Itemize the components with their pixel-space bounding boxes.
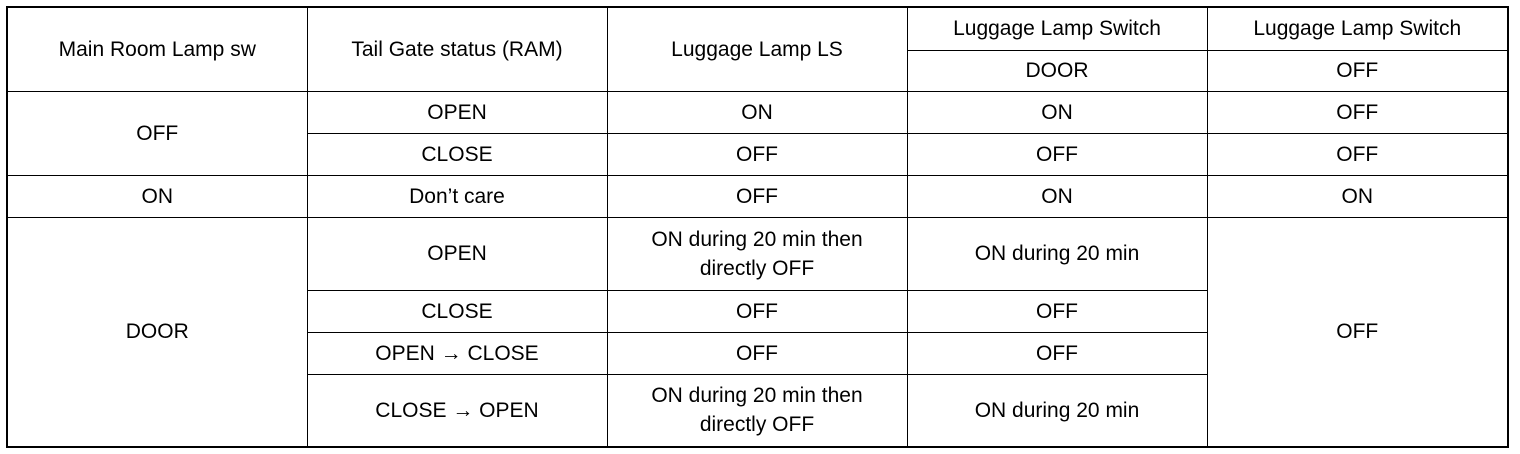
table-row: [7, 91, 1508, 133]
luggage-ls-cell: ON: [607, 91, 907, 133]
luggage-ls-line-2: directly OFF: [699, 256, 815, 280]
switch-off-door-group-cell: OFF: [1207, 217, 1508, 447]
switch-door-cell: ON during 20 min: [907, 217, 1207, 290]
tail-gate-cell: CLOSE → OPEN: [307, 374, 607, 447]
switch-door-cell: ON: [907, 175, 1207, 217]
switch-door-cell: OFF: [907, 290, 1207, 332]
luggage-ls-line-2: directly OFF: [699, 413, 815, 437]
table-row: [7, 175, 1508, 217]
tail-gate-cell: Don’t care: [307, 175, 607, 217]
header-main-room-lamp-sw: Main Room Lamp sw: [7, 7, 307, 91]
header-row-1: [7, 7, 1508, 50]
switch-door-cell: OFF: [907, 332, 1207, 374]
luggage-ls-cell: OFF: [607, 332, 907, 374]
tail-gate-cell: CLOSE: [307, 133, 607, 175]
tail-gate-cell: OPEN → CLOSE: [307, 332, 607, 374]
luggage-ls-cell: OFF: [607, 175, 907, 217]
main-room-lamp-door-cell: DOOR: [7, 217, 307, 447]
tail-gate-cell: CLOSE: [307, 290, 607, 332]
tail-gate-cell: OPEN: [307, 217, 607, 290]
luggage-ls-line-1: ON during 20 min then: [651, 384, 863, 408]
main-room-lamp-off-cell: OFF: [7, 91, 307, 175]
header-luggage-lamp-switch-door-title: Luggage Lamp Switch: [907, 7, 1207, 50]
switch-off-cell: OFF: [1207, 133, 1508, 175]
table-row: [7, 217, 1508, 290]
header-switch-off-sub: OFF: [1207, 50, 1508, 91]
luggage-ls-cell: OFF: [607, 290, 907, 332]
switch-door-cell: ON: [907, 91, 1207, 133]
luggage-lamp-logic-table: [6, 6, 1509, 448]
switch-door-cell: ON during 20 min: [907, 374, 1207, 447]
switch-off-cell: OFF: [1207, 91, 1508, 133]
main-room-lamp-on-cell: ON: [7, 175, 307, 217]
luggage-ls-cell: OFF: [607, 133, 907, 175]
switch-off-cell: ON: [1207, 175, 1508, 217]
luggage-ls-cell: [607, 374, 907, 447]
luggage-ls-cell: [607, 217, 907, 290]
tail-gate-cell: OPEN: [307, 91, 607, 133]
header-luggage-lamp-ls: Luggage Lamp LS: [607, 7, 907, 91]
header-luggage-lamp-switch-off-title: Luggage Lamp Switch: [1207, 7, 1508, 50]
luggage-ls-line-1: ON during 20 min then: [651, 227, 863, 251]
header-tail-gate-status: Tail Gate status (RAM): [307, 7, 607, 91]
switch-door-cell: OFF: [907, 133, 1207, 175]
header-switch-door-sub: DOOR: [907, 50, 1207, 91]
